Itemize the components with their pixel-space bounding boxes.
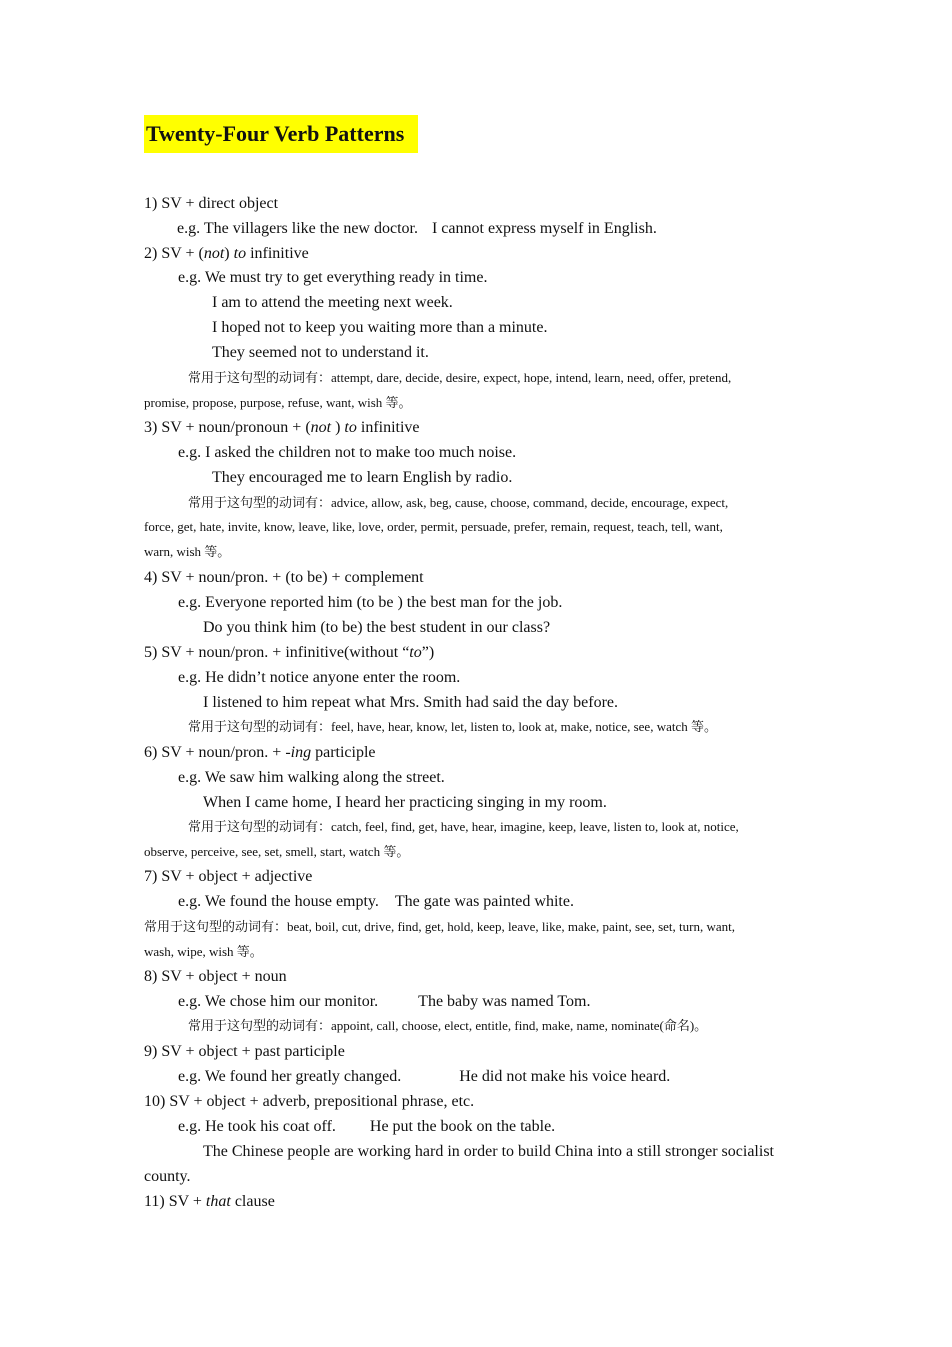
- pattern-3-example-2: They encouraged me to learn English by radio.: [212, 469, 513, 486]
- pattern-5-verbs: 常用于这句型的动词有：feel, have, hear, know, let, listen to, look at, make, notice, see, watch 等。: [188, 719, 717, 734]
- pattern-11-heading: 11) SV + that clause: [144, 1193, 275, 1210]
- pattern-3-heading: 3) SV + noun/pronoun + (not ) to infinitive: [144, 419, 420, 436]
- pattern-3-verbs-cont: force, get, hate, invite, know, leave, like, love, order, permit, persuade, prefer, remain, request, teach, tell, want,: [144, 519, 723, 534]
- pattern-7-verbs: 常用于这句型的动词有：beat, boil, cut, drive, find, get, hold, keep, leave, like, make, paint, see, set, turn, want,: [144, 919, 736, 934]
- pattern-10-heading: 10) SV + object + adverb, prepositional phrase, etc.: [144, 1093, 475, 1110]
- pattern-8-verbs: 常用于这句型的动词有：appoint, call, choose, elect, entitle, find, make, name, nominate(命名)。: [188, 1018, 708, 1033]
- example-text: I cannot express myself in English.: [431, 220, 657, 237]
- pattern-10-example-2-cont: county.: [144, 1168, 191, 1185]
- pattern-3-verbs-end: warn, wish 等。: [144, 544, 231, 559]
- pattern-4-heading: 4) SV + noun/pron. + (to be) + complement: [144, 569, 424, 586]
- pattern-3-verbs: 常用于这句型的动词有：advice, allow, ask, beg, cause, choose, command, decide, encourage, expect,: [188, 495, 729, 510]
- pattern-3-example-1: e.g. I asked the children not to make too much noise.: [178, 444, 517, 461]
- pattern-9-examples: e.g. We found her greatly changed. He did not make his voice heard.: [178, 1068, 671, 1085]
- pattern-4-example-2: Do you think him (to be) the best student in our class?: [203, 619, 551, 636]
- pattern-9-heading: 9) SV + object + past participle: [144, 1043, 345, 1060]
- pattern-7-verbs-cont: wash, wipe, wish 等。: [144, 944, 263, 959]
- pattern-6-example-2: When I came home, I heard her practicing singing in my room.: [203, 794, 607, 811]
- pattern-6-heading: 6) SV + noun/pron. + -ing participle: [144, 744, 376, 761]
- pattern-6-example-1: e.g. We saw him walking along the street.: [178, 769, 445, 786]
- pattern-4-example-1: e.g. Everyone reported him (to be ) the best man for the job.: [178, 594, 563, 611]
- pattern-5-heading: 5) SV + noun/pron. + infinitive(without “to”): [144, 644, 435, 661]
- page-title: Twenty-Four Verb Patterns: [144, 115, 418, 153]
- pattern-7-heading: 7) SV + object + adjective: [144, 868, 313, 885]
- pattern-2-example-4: They seemed not to understand it.: [212, 344, 429, 361]
- pattern-6-verbs-cont: observe, perceive, see, set, smell, start, watch 等。: [144, 844, 410, 859]
- pattern-8-heading: 8) SV + object + noun: [144, 968, 287, 985]
- pattern-1-heading: 1) SV + direct object: [144, 195, 279, 212]
- pattern-2-example-3: I hoped not to keep you waiting more than a minute.: [212, 319, 548, 336]
- pattern-1-examples: [177, 219, 657, 239]
- pattern-10-examples: e.g. He took his coat off. He put the book on the table.: [178, 1118, 556, 1135]
- pattern-5-example-2: I listened to him repeat what Mrs. Smith had said the day before.: [203, 694, 619, 711]
- pattern-6-verbs: 常用于这句型的动词有：catch, feel, find, get, have, hear, imagine, keep, leave, listen to, look at, notice,: [188, 819, 739, 834]
- pattern-2-heading: 2) SV + (not) to infinitive: [144, 245, 309, 262]
- pattern-8-examples: e.g. We chose him our monitor. The baby was named Tom.: [178, 993, 591, 1010]
- pattern-7-examples: e.g. We found the house empty. The gate was painted white.: [178, 893, 574, 910]
- pattern-2-example-2: I am to attend the meeting next week.: [212, 294, 453, 311]
- pattern-2-verbs: 常用于这句型的动词有：attempt, dare, decide, desire, expect, hope, intend, learn, need, offer, pretend,: [188, 370, 732, 385]
- pattern-2-verbs-cont: promise, propose, purpose, refuse, want, wish 等。: [144, 395, 412, 410]
- pattern-2-example-1: e.g. We must try to get everything ready in time.: [178, 269, 488, 286]
- example-text: e.g. The villagers like the new doctor.: [177, 220, 418, 237]
- pattern-10-example-2: The Chinese people are working hard in order to build China into a still stronger socialist: [203, 1143, 774, 1160]
- pattern-5-example-1: e.g. He didn’t notice anyone enter the room.: [178, 669, 461, 686]
